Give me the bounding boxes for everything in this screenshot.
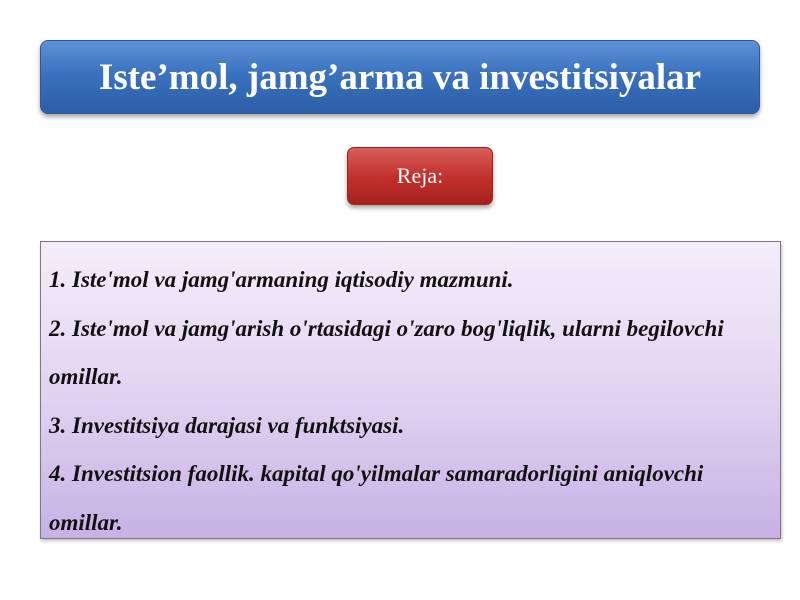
plan-item-1: 1. Iste'mol va jamg'armaning iqtisodiy mazmuni. (49, 267, 514, 292)
title-banner (40, 40, 760, 114)
reja-label: Reja: (396, 163, 444, 188)
plan-item-2: 2. Iste'mol va jamg'arish o'rtasidagi o'zaro bog'liqlik, ularni begilovchi omillar. (49, 315, 724, 389)
reja-label-box (347, 147, 493, 205)
slide-title: Iste’mol, jamg’arma va investitsiyalar (98, 56, 702, 98)
plan-item-4: 4. Investitsion faollik. kapital qo'yilmalar samaradorligini aniqlovchi omillar. (49, 461, 704, 535)
plan-box (40, 241, 781, 539)
plan-item-3: 3. Investitsiya darajasi va funktsiyasi. (49, 412, 405, 438)
plan-list (49, 256, 770, 547)
